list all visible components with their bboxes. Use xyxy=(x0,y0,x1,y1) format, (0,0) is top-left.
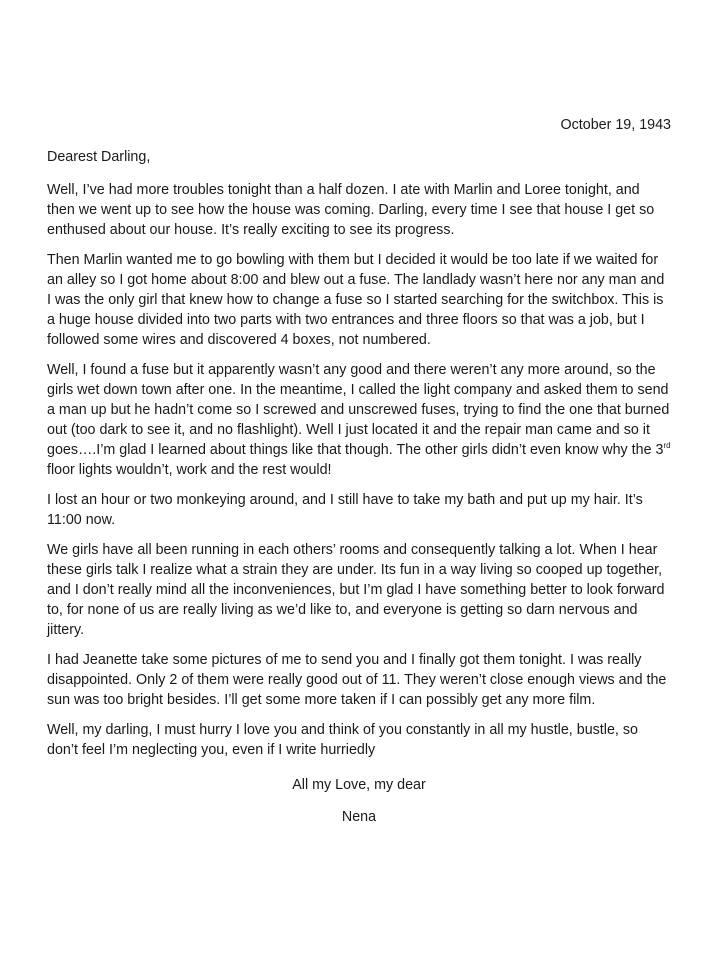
paragraph-girls-talking: We girls have all been running in each others’ rooms and consequently talking a lot. When I hear these girls talk I realize what a strain they are under. Its fun in a way living so cooped up together, and I don’t really mind all the inconveniences, but I’m glad I have something better to look forward to, for none of us are really living as we’d like to, and everyone is getting so darn nervous and jittery. xyxy=(47,542,665,638)
signature: Nena xyxy=(341,809,377,825)
paragraph-found-fuse xyxy=(47,360,671,480)
paragraph-lost-hour: I lost an hour or two monkeying around, and I still have to take my bath and put up my hair. It’s 11:00 now. xyxy=(47,492,643,528)
letter-date: October 19, 1943 xyxy=(560,117,671,133)
paragraph-hurry: Well, my darling, I must hurry I love you and think of you constantly in all my hustle, bustle, so don’t feel I’m neglecting you, even if I write hurriedly xyxy=(47,722,638,758)
fuse-text-end: floor lights wouldn’t, work and the rest would! xyxy=(47,462,332,478)
letter xyxy=(47,115,671,827)
closing: All my Love, my dear xyxy=(292,777,426,793)
ordinal-suffix: rd xyxy=(663,441,671,451)
paragraph-pictures: I had Jeanette take some pictures of me to send you and I finally got them tonight. I was really disappointed. Only 2 of them were really good out of 11. They weren’t close enough views and the sun was too bright besides. I’ll get some more taken if I can possibly get any more film. xyxy=(47,652,667,708)
paragraph-troubles: Well, I’ve had more troubles tonight than a half dozen. I ate with Marlin and Loree tonight, and then we went up to see how the house was coming. Darling, every time I see that house I get so enthused about our house. It’s really exciting to see its progress. xyxy=(47,182,655,238)
fuse-text-start: Well, I found a fuse but it apparently wasn’t any good and there weren’t any more around, so the girls wet down town after one. In the meantime, I called the light company and asked them to send a man up but he hadn’t come so I screwed and unscrewed fuses, trying to find the one that burned out (too dark to see it, and no flashlight). Well I just located it and the repair man came and so it goes….I’m glad I learned about things like that though. The other girls didn’t even know why the 3 xyxy=(47,362,670,458)
paragraph-bowling-fuse: Then Marlin wanted me to go bowling with them but I decided it would be too late if we waited for an alley so I got home about 8:00 and blew out a fuse. The landlady wasn’t here nor any man and I was the only girl that knew how to change a fuse so I started searching for the switchbox. This is a huge house divided into two parts with two entrances and three floors so that was a job, but I followed some wires and discovered 4 boxes, not numbered. xyxy=(47,252,665,348)
salutation: Dearest Darling, xyxy=(47,149,151,165)
